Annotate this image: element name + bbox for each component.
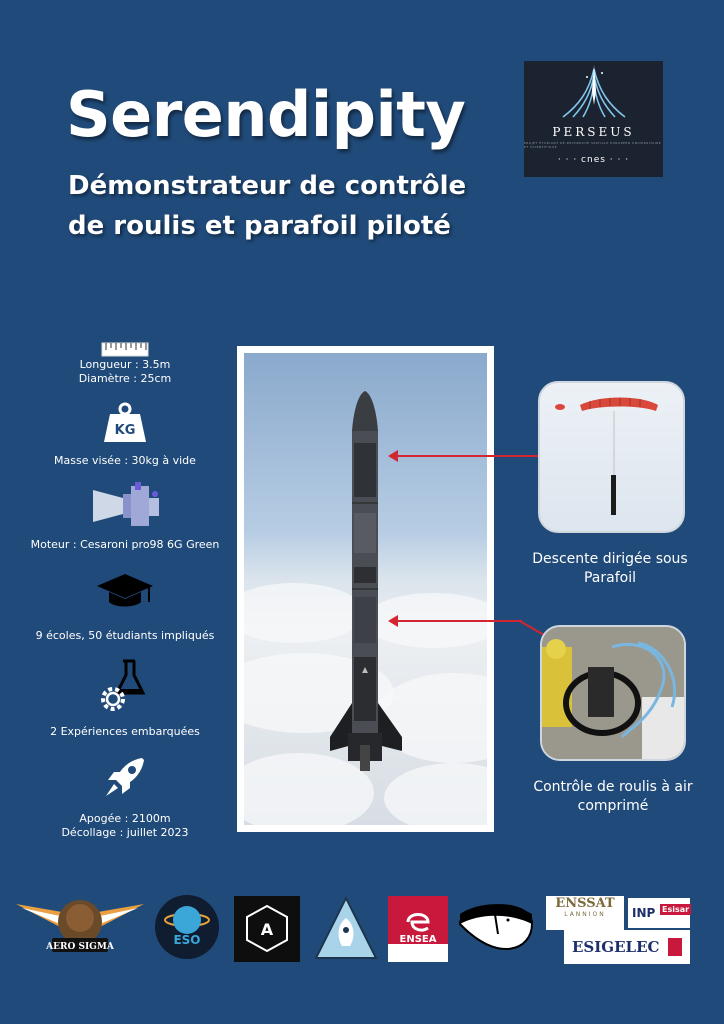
subtitle-line-2: de roulis et parafoil piloté bbox=[68, 211, 451, 241]
weight-icon bbox=[100, 402, 150, 444]
stat-diameter: Diamètre : 25cm bbox=[78, 372, 172, 385]
esigelec-emblem-icon bbox=[668, 938, 682, 956]
perseus-emblem-icon bbox=[549, 61, 639, 121]
enssat-logo bbox=[546, 896, 624, 930]
aero-sigma-logo bbox=[16, 892, 144, 956]
arrow-roll-head bbox=[388, 615, 398, 627]
rocket-icon bbox=[100, 754, 150, 802]
partner-logos bbox=[0, 890, 724, 970]
svg-text:ENSEA: ENSEA bbox=[399, 934, 437, 945]
parafoil-illustration bbox=[540, 383, 685, 533]
stat-apogee: Apogée : 2100m bbox=[79, 812, 171, 825]
arrow-parafoil-head bbox=[388, 450, 398, 462]
rocket-illustration bbox=[244, 353, 487, 825]
stat-dimensions bbox=[20, 336, 230, 386]
parafoil-caption-line-2: Parafoil bbox=[583, 570, 636, 586]
astronomy-club-logo bbox=[458, 894, 534, 962]
esigelec-wordmark: ESIGELEC bbox=[572, 938, 660, 956]
parafoil-photo bbox=[538, 381, 685, 533]
roll-control-caption bbox=[513, 778, 713, 816]
perseus-tagline: PROJET ÉTUDIANT DE RECHERCHE SPATIALE EUROPÉEN UNIVERSITAIRE ET SCIENTIFIQUE bbox=[524, 141, 662, 149]
cnes-wordmark: · · · cnes · · · bbox=[557, 155, 630, 165]
ensea-logo bbox=[388, 896, 448, 962]
rocket-render-image bbox=[244, 353, 487, 825]
poster-title: Serendipity bbox=[66, 78, 466, 151]
stat-mass bbox=[20, 402, 230, 468]
stat-schools bbox=[20, 570, 230, 643]
ruler-icon bbox=[100, 336, 150, 358]
subtitle-line-1: Démonstrateur de contrôle bbox=[68, 171, 467, 201]
stat-mass-text: Masse visée : 30kg à vide bbox=[54, 454, 196, 467]
stat-motor-text: Moteur : Cesaroni pro98 6G Green bbox=[30, 538, 220, 551]
roll-control-illustration bbox=[542, 627, 686, 761]
svg-text:ESO: ESO bbox=[173, 933, 201, 947]
enssat-wordmark: ENSSAT bbox=[555, 896, 615, 911]
inp-wordmark: INP bbox=[632, 906, 656, 920]
flask-gear-icon bbox=[95, 657, 155, 717]
poster-subtitle bbox=[68, 166, 508, 246]
rocket-render-frame bbox=[237, 346, 494, 832]
stat-length: Longueur : 3.5m bbox=[79, 358, 171, 371]
stat-experiments bbox=[20, 657, 230, 739]
parafoil-caption-line-1: Descente dirigée sous bbox=[532, 551, 688, 567]
roll-caption-line-2: comprimé bbox=[577, 798, 649, 814]
perseus-cnes-logo bbox=[524, 61, 663, 177]
eso-logo bbox=[154, 894, 220, 960]
enssat-city: LANNION bbox=[564, 911, 606, 918]
arrow-parafoil bbox=[394, 455, 538, 457]
graduation-cap-icon bbox=[95, 570, 155, 610]
eagle-club-logo bbox=[314, 896, 378, 966]
stat-launch-date: Décollage : juillet 2023 bbox=[61, 826, 189, 839]
engine-icon bbox=[85, 482, 165, 530]
stat-schools-text: 9 écoles, 50 étudiants impliqués bbox=[35, 629, 215, 642]
weight-icon-label: KG bbox=[114, 423, 136, 438]
parafoil-caption bbox=[510, 550, 710, 588]
perseus-brand: PERSEUS bbox=[552, 125, 635, 139]
esisar-wordmark: Esisar bbox=[662, 905, 690, 914]
stat-experiments-text: 2 Expériences embarquées bbox=[50, 725, 200, 738]
stat-motor bbox=[20, 482, 230, 552]
esigelec-logo bbox=[564, 930, 690, 964]
stat-flight bbox=[20, 754, 230, 840]
svg-text:A: A bbox=[260, 920, 274, 939]
roll-control-photo bbox=[540, 625, 686, 761]
a-club-logo bbox=[234, 896, 300, 962]
svg-text:AERO SIGMA: AERO SIGMA bbox=[46, 942, 114, 952]
roll-caption-line-1: Contrôle de roulis à air bbox=[533, 779, 693, 795]
arrow-roll bbox=[394, 620, 522, 622]
inp-esisar-logo bbox=[628, 898, 690, 928]
